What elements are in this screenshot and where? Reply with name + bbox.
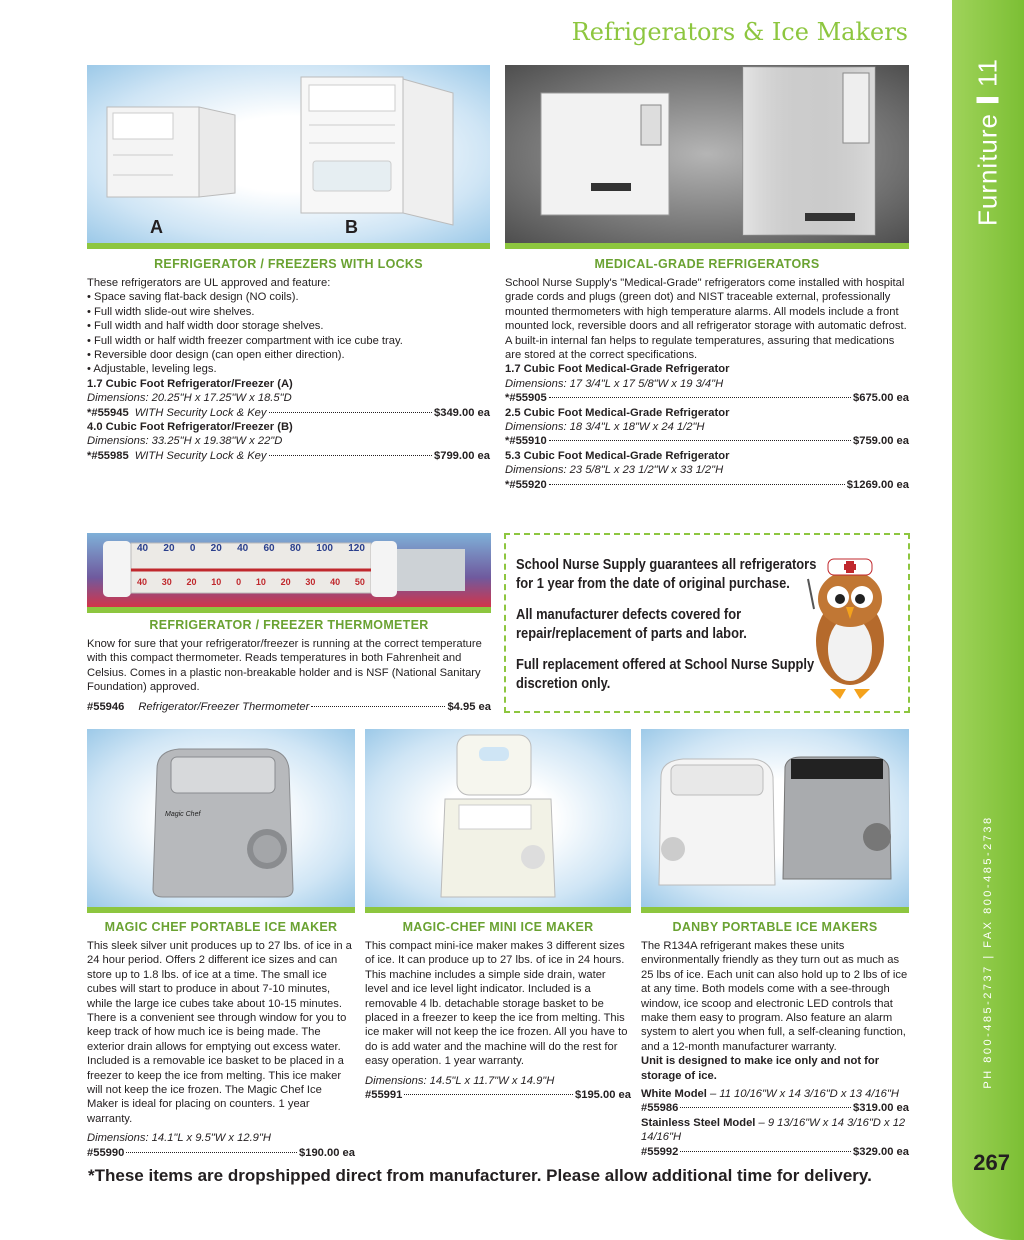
guarantee-line: School Nurse Supply guarantees all refrigerators for 1 year from the date of original purchase. [516, 556, 817, 592]
guarantee-line: Full replacement offered at School Nurse Supply discretion only. [516, 656, 815, 692]
product-sku: *#55910 [505, 435, 547, 448]
product-line [641, 1116, 909, 1145]
product-price: $329.00 ea [853, 1145, 909, 1158]
guarantee-line: All manufacturer defects covered for repair/replacement of parts and labor. [516, 606, 747, 642]
section-title-mini: MAGIC-CHEF MINI ICE MAKER [402, 920, 594, 934]
section-title-magic-chef: MAGIC CHEF PORTABLE ICE MAKER [104, 920, 338, 934]
divider-line [87, 907, 355, 913]
price-line [505, 478, 909, 492]
mini-body: This compact mini-ice maker makes 3 different sizes of ice. It can produce up to 27 lbs. of ice in 24 hours. This machine includes a simple side drain, water level and ice level light indicator. Included is a removable 4 lb. detachable storage basket to be placed in a freezer to keep the ice from melting. This ice maker will not keep the ice frozen. All you have to do is add water and the machine will do the rest for easy operation. 1 year warranty. [365, 940, 628, 1068]
scale-tick: 20 [280, 577, 291, 587]
scale-tick: 10 [211, 577, 222, 587]
danby-ice-makers-image [641, 729, 909, 907]
guarantee-box [504, 533, 910, 713]
product-sku: #55990 [87, 1146, 125, 1159]
leader-dots [549, 397, 851, 398]
fridges-with-locks-image [87, 65, 490, 243]
scale-tick: 120 [348, 543, 365, 554]
feature-bullet: • Reversible door design (can open either direction). [87, 349, 345, 362]
thermometer-image [87, 533, 491, 607]
feature-bullet: • Full width or half width freezer compartment with ice cube tray. [87, 334, 403, 347]
scale-tick: 0 [236, 577, 242, 587]
section-side-tab [952, 0, 1024, 1240]
product-option: WITH Security Lock & Key [134, 449, 267, 462]
magic-chef-body: This sleek silver unit produces up to 27 lbs. of ice in a 24 hour period. Offers 2 different ice sizes and can store up to 1.8 lbs. of ice at a time. The small ice cubes will start to produce in about 7-10 minutes, while the large ice cubes take about 10-15 minutes. There is a convenient see through window for you to keep track of how much ice is being made. The exterior drain allows for emptying out excess water. Included is a removable ice basket to be placed in a freezer to keep the ice from melting. This ice maker will not keep the ice frozen. The Magic Chef Ice Maker is ideal for placing on counters. 1 year warranty. [87, 940, 352, 1125]
celsius-scale [137, 577, 365, 587]
price-line [641, 1145, 909, 1159]
leader-dots [269, 412, 433, 413]
divider-line [87, 607, 491, 613]
leader-dots [549, 484, 845, 485]
fridge-locks-description [87, 276, 490, 463]
product-name: Stainless Steel Model [641, 1116, 756, 1129]
phone-fax: PH 800-485-2737 | FAX 800-485-2738 [982, 815, 994, 1089]
price-line [641, 1101, 909, 1115]
product-price: $675.00 ea [853, 392, 909, 405]
leader-dots [680, 1107, 851, 1108]
product-dimensions: Dimensions: 14.1"L x 9.5"W x 12.9"H [87, 1132, 271, 1145]
feature-bullet: • Adjustable, leveling legs. [87, 363, 217, 376]
product-sku: *#55985 [87, 449, 129, 462]
product-option: WITH Security Lock & Key [134, 406, 267, 419]
product-sku: *#55920 [505, 478, 547, 491]
divider-line [505, 243, 909, 249]
label-b: B [345, 217, 358, 237]
leader-dots [680, 1151, 851, 1152]
section-name: Furniture [972, 112, 1003, 227]
feature-bullet: • Full width and half width door storage shelves. [87, 320, 324, 333]
product-dimensions: Dimensions: 23 5/8"L x 23 1/2"W x 33 1/2"H [505, 464, 724, 477]
product-dimensions: Dimensions: 33.25"H x 19.38"W x 22"D [87, 435, 283, 448]
section-label [973, 58, 1004, 226]
fridge-illustration [87, 65, 490, 243]
medical-description [505, 276, 909, 492]
mini-ice-maker-image [365, 729, 631, 907]
section-title-thermometer: REFRIGERATOR / FREEZER THERMOMETER [149, 618, 429, 632]
product-price: $799.00 ea [434, 449, 490, 462]
product-dimensions: – 11 10/16"W x 14 3/16"D x 13 4/16"H [706, 1088, 899, 1101]
dropship-note: *These items are dropshipped direct from manufacturer. Please allow additional time for delivery. [88, 1166, 872, 1185]
leader-dots [549, 440, 851, 441]
product-name: 5.3 Cubic Foot Medical-Grade Refrigerator [505, 449, 730, 462]
magic-chef-description [87, 939, 355, 1160]
scale-tick: 30 [305, 577, 316, 587]
leader-dots [311, 706, 445, 707]
price-line [505, 391, 909, 405]
product-sku: #55991 [365, 1089, 403, 1102]
scale-tick: 60 [263, 543, 275, 554]
product-price: $1269.00 ea [846, 478, 909, 491]
danby-body: The R134A refrigerant makes these units environmentally friendly as they turn out as much as 25 lbs of ice. Each unit can also hold up to 2 lbs of ice at any time. Both models come with a see-through window, ice scoop and electronic LED controls that make them easy to program. Also feature an alarm system to alert you when full, a self-cleaning function, and a 12-month manufacturer warranty. [641, 940, 908, 1053]
leader-dots [126, 1152, 297, 1153]
product-price: $319.00 ea [853, 1102, 909, 1115]
product-price: $759.00 ea [853, 435, 909, 448]
silver-ice-maker-illustration [87, 729, 355, 907]
scale-tick: 100 [316, 543, 333, 554]
owl-nurse-mascot-icon [800, 549, 900, 709]
product-price: $190.00 ea [299, 1146, 355, 1159]
scale-tick: 80 [289, 543, 301, 554]
intro-text: These refrigerators are UL approved and feature: [87, 277, 331, 289]
scale-tick: 30 [161, 577, 172, 587]
product-line [641, 1087, 909, 1101]
product-price: $4.95 ea [447, 700, 491, 713]
product-sku: #55946 [87, 700, 125, 713]
chapter-number: 11 [972, 57, 1003, 87]
product-name: White Model [641, 1088, 707, 1101]
product-sku: *#55945 [87, 406, 129, 419]
divider [977, 97, 999, 103]
scale-tick: 50 [354, 577, 365, 587]
product-dimensions: Dimensions: 18 3/4"L x 18"W x 24 1/2"H [505, 421, 705, 434]
scale-tick: 20 [210, 543, 222, 554]
section-title-medical: MEDICAL-GRADE REFRIGERATORS [594, 257, 820, 271]
page-title: Refrigerators & Ice Makers [571, 18, 908, 46]
fahrenheit-scale [137, 543, 365, 554]
product-price: $195.00 ea [575, 1089, 631, 1102]
product-name: 1.7 Cubic Foot Medical-Grade Refrigerator [505, 363, 730, 376]
price-line [505, 434, 909, 448]
product-dimensions: – 9 13/16"W x 14 3/16"D x 12 14/16"H [641, 1116, 906, 1144]
divider-line [641, 907, 909, 913]
mini-description [365, 939, 631, 1102]
medical-body: School Nurse Supply's "Medical-Grade" refrigerators come installed with hospital grade cords and plugs (green dot) and NIST traceable external, professionally mounted thermometers with high temperature alarms. All models include a front mounted lock, reversible doors and all refrigerator storage with automatic defrost. A built-in internal fan helps to regulate temperatures, assuring that medications are stored at the correct specifications. [505, 277, 907, 362]
magic-chef-ice-maker-image [87, 729, 355, 907]
price-line [87, 700, 491, 714]
product-dimensions: Dimensions: 14.5"L x 11.7"W x 14.9"H [365, 1074, 555, 1087]
thermometer-description [87, 637, 491, 714]
danby-ice-makers-illustration [641, 729, 909, 907]
section-title-danby: DANBY PORTABLE ICE MAKERS [672, 920, 878, 934]
feature-bullet: • Full width slide-out wire shelves. [87, 305, 255, 318]
product-name: 2.5 Cubic Foot Medical-Grade Refrigerator [505, 406, 730, 419]
product-dimensions: Dimensions: 17 3/4"L x 17 5/8"W x 19 3/4"H [505, 377, 724, 390]
danby-note: Unit is designed to make ice only and not for storage of ice. [641, 1055, 880, 1082]
scale-tick: 20 [163, 543, 175, 554]
product-sku: *#55905 [505, 392, 547, 405]
price-line [365, 1088, 631, 1102]
guarantee-text [516, 555, 817, 705]
product-sku: #55986 [641, 1102, 679, 1115]
product-description: Refrigerator/Freezer Thermometer [138, 700, 310, 713]
brand-logo: Magic Chef [165, 811, 201, 818]
price-line [87, 1146, 355, 1160]
price-line [87, 406, 490, 420]
product-name: 4.0 Cubic Foot Refrigerator/Freezer (B) [87, 421, 293, 434]
scale-tick: 40 [137, 543, 149, 554]
scale-tick: 0 [189, 543, 196, 554]
label-a: A [150, 217, 163, 237]
product-sku: #55992 [641, 1145, 679, 1158]
medical-fridges-image [505, 65, 909, 243]
thermometer-body: Know for sure that your refrigerator/freezer is running at the correct temperature with this compact thermometer. Reads temperatures in both Fahrenheit and Celsius. Comes in a plastic non-breakable holder and is NSF (National Sanitary Foundation) approved. [87, 638, 482, 694]
scale-tick: 10 [255, 577, 266, 587]
leader-dots [404, 1094, 573, 1095]
feature-bullet: • Space saving flat-back design (NO coils). [87, 291, 299, 304]
leader-dots [269, 455, 433, 456]
medical-fridge-illustration [505, 65, 909, 243]
scale-tick: 40 [137, 577, 148, 587]
divider-line [365, 907, 631, 913]
divider-line [87, 243, 490, 249]
scale-tick: 40 [330, 577, 341, 587]
price-line [87, 449, 490, 463]
scale-tick: 40 [237, 543, 249, 554]
product-name: 1.7 Cubic Foot Refrigerator/Freezer (A) [87, 377, 293, 390]
scale-tick: 20 [186, 577, 197, 587]
danby-description [641, 939, 909, 1159]
page-number: 267 [973, 1150, 1010, 1175]
product-dimensions: Dimensions: 20.25"H x 17.25"W x 18.5"D [87, 392, 292, 405]
white-mini-ice-maker-illustration [365, 729, 631, 907]
product-price: $349.00 ea [434, 406, 490, 419]
section-title-fridge-locks: REFRIGERATOR / FREEZERS WITH LOCKS [154, 257, 423, 271]
